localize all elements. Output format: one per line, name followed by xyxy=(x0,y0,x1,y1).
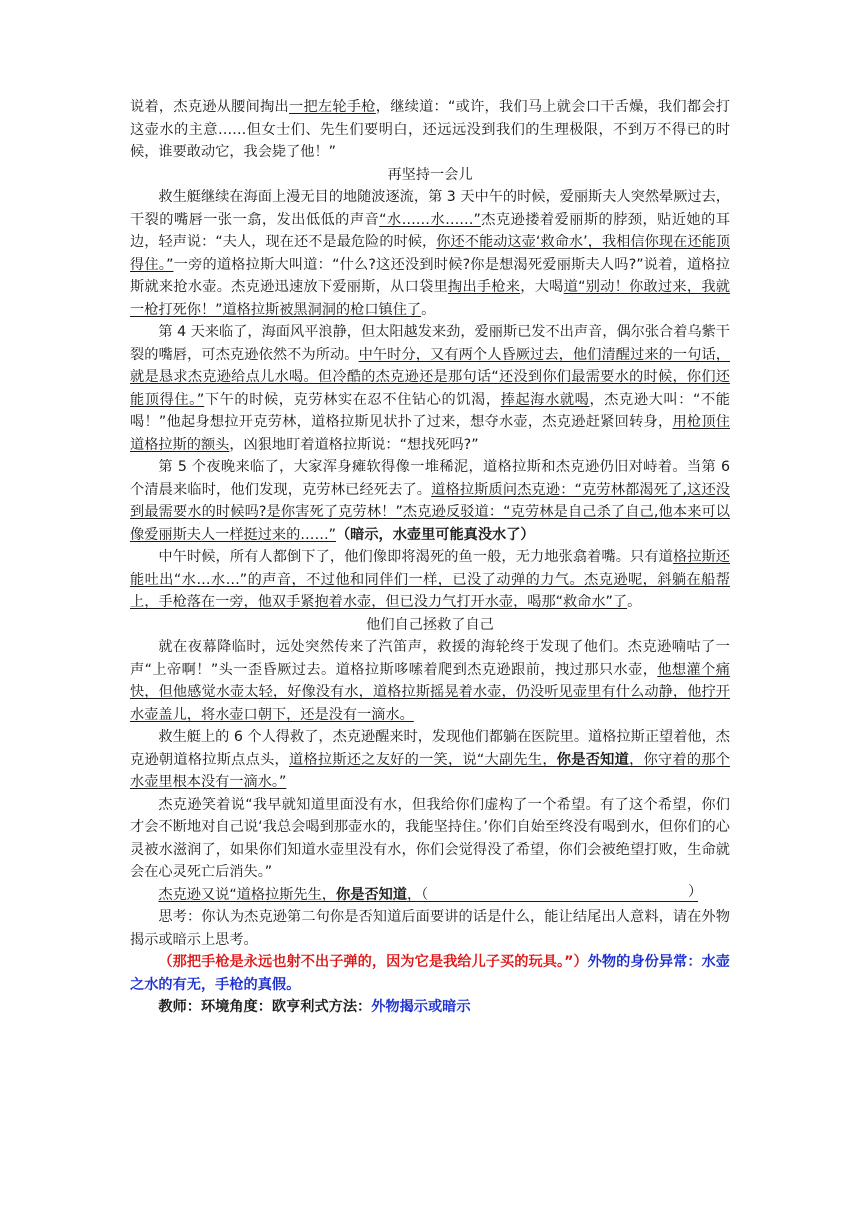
text: 。 xyxy=(421,301,436,318)
text: ，大喝 xyxy=(520,279,564,295)
text: 第 4 天来临了，海面风平浪静，但太阳越发来劲，爱丽斯已发不出声音，偶尔张合着乌紫干裂的嘴唇，可杰克逊依然不为所动。 xyxy=(130,324,730,363)
underlined-text: 你还不能动这壶‘救命水’，我相信你现在还能顶得住。” xyxy=(130,234,730,273)
underlined-text: 中午时分，又有两个人昏厥过去，他们清醒过来的一句话，就是恳求杰克逊给点儿水喝。但冷酷的杰克逊还是那句话“还没到你们最需要水的时候，你们还能顶得住。” xyxy=(130,346,730,408)
text: 。 xyxy=(627,594,642,610)
blue-note-text: 外物揭示或暗示 xyxy=(371,999,471,1015)
paragraph-10-thinking: 思考：你认为杰克逊第二句你是否知道后面要讲的话是什么，能让结尾出人意料，请在外物揭示或暗示上思考。 xyxy=(130,909,730,948)
text: 救生艇继续在海面上漫无目的地随波逐流，第 3 天中午的时候，爱丽斯夫人突然晕厥过去，干裂的嘴唇一张一翕，发出低低的声音 xyxy=(130,189,730,228)
text: 中午时候，所有人都倒下了，他们像即将渴死的鱼一般，无力地张翕着嘴。只有道 xyxy=(158,549,673,565)
paragraph-1 xyxy=(130,96,730,164)
text: 救生艇上的 6 个人得救了，杰克逊醒来时，发现他们都躺在医院里。道格拉斯正望着他，杰克逊朝道格拉斯点点头， xyxy=(130,729,730,768)
text: ，杰克逊大叫：“不能喝！”他起身想拉开克劳林，道格拉斯见状扑了过来，想夺水壶，杰克逊赶紧回转身， xyxy=(130,391,730,430)
paragraph-7 xyxy=(130,726,730,794)
paragraph-4 xyxy=(130,456,730,546)
paragraph-5 xyxy=(130,546,730,614)
paragraph-2 xyxy=(130,186,730,321)
underlined-text: 杰克逊又说“道格拉斯先生， xyxy=(158,886,336,903)
underlined-text: 用枪顶住道格拉斯的额头 xyxy=(130,414,730,453)
underlined-text: ，（ xyxy=(406,886,429,903)
text: 杰克逊搂着爱丽斯的脖颈，贴近她的耳边，轻声说：“夫人，现在还不是最危险的时候， xyxy=(130,211,730,250)
underlined-text: 道格拉斯还之友好的一笑，说“大副先生， xyxy=(289,751,557,768)
text: ，凶狠地盯着道格拉斯说：“想找死吗?” xyxy=(229,436,479,453)
paragraph-11-answer xyxy=(130,951,730,996)
underlined-text: 道格拉斯质问杰克逊：“克劳林都渴死了,这还没到最需要水的时候吗?是你害死了克劳林！”杰克逊反驳道：“克劳林是自己杀了自己,他本来可以像爱丽斯夫人一样挺过来的……” xyxy=(130,481,730,543)
text: 第 5 个夜晚来临了，大家浑身瘫软得像一堆稀泥，道格拉斯和杰克逊仍旧对峙着。当第 6 个清晨来临时，他们发现，克劳林已经死去了。 xyxy=(130,459,730,498)
closing-paren: ） xyxy=(688,884,703,900)
underlined-text: 道“别动！你敢过来，我就一枪打死你！”道格拉斯被黑洞洞的枪口镇住了 xyxy=(130,279,730,318)
underlined-text: 掏出手枪来 xyxy=(447,279,521,295)
blue-note-text: 外物的身份异常：水壶之水的有无，手枪的真假。 xyxy=(130,954,730,993)
paragraph-9 xyxy=(130,884,730,907)
answer-blank[interactable] xyxy=(428,884,703,902)
underlined-text: 他想灌个痛快，但他感觉水壶太轻，好像没有水，道格拉斯摇晃着水壶，仍没听见壶里有什么动静，他拧开水壶盖儿，将水壶口朝下，还是没有一滴水。 xyxy=(130,661,730,723)
underlined-text: 捧起海水就喝 xyxy=(500,391,590,408)
underlined-text: 格拉斯还能吐出“水…水…”的声音，不过他和同伴们一样，已没了动弹的力气。杰克逊呢，斜躺在船帮上，手枪落在一旁，他双手紧抱着水壶，但已没力气打开水壶，喝那“救命水”了 xyxy=(130,549,730,610)
section-heading-2: 他们自己拯救了自己 xyxy=(366,616,494,633)
underlined-text: “水……水……” xyxy=(379,211,481,228)
document-page xyxy=(130,96,730,1019)
paragraph-3 xyxy=(130,321,730,456)
paragraph-6 xyxy=(130,636,730,726)
paragraph-8: 杰克逊笑着说“我早就知道里面没有水，但我给你们虚构了一个希望。有了这个希望，你们才会不断地对自己说‘我总会喝到那壶水的，我能坚持住。’你们自始至终没有喝到水，但你们的心灵被水滋润了，如果你们知道水壶里没有水，你们会觉得没了希望，你们会被绝望打败，生命就会在心灵死亡后消失。” xyxy=(130,796,730,880)
underlined-bold-text: 你是否知道 xyxy=(336,886,407,903)
underlined-text: 一把左轮手枪 xyxy=(289,99,376,115)
section-heading-1: 再坚持一会儿 xyxy=(387,166,473,183)
bold-text: 教师：环境角度：欧亨利式方法： xyxy=(158,999,372,1015)
text: 就在夜幕降临时，远处突然传来了汽笛声，救援的海轮终于发现了他们。杰克逊喃咕了一声“上帝啊！”头一歪昏厥过去。道格拉斯哆嗦着爬到杰克逊跟前，拽过那只水壶， xyxy=(130,639,730,678)
underlined-bold-text: 你是否知道 xyxy=(556,751,630,768)
text: ，继续道：“或许，我们马上就会口干舌燥，我们都会打这壶水的主意……但女士们、先生们要明白，还远远没到我们的生理极限，不到万不得已的时候，谁要敢动它，我会毙了他！” xyxy=(130,99,730,160)
text: 一旁的道格拉斯大叫道：“什么?这还没到时候?你是想渴死爱丽斯夫人吗?”说着，道格拉斯就来抢水壶。杰克逊迅速放下爱丽斯，从口袋里 xyxy=(130,256,730,295)
text: 说着，杰克逊从腰间掏出 xyxy=(130,99,289,115)
text: 下午的时候，克劳林实在忍不住钻心的饥渴， xyxy=(204,391,501,408)
bold-hint-text: （暗示，水壶里可能真没水了） xyxy=(335,526,535,543)
red-answer-text: （那把手枪是永远也射不出子弹的，因为它是我给儿子买的玩具。”） xyxy=(158,954,588,970)
paragraph-12-teacher xyxy=(130,996,730,1019)
underlined-text: ，你守着的那个水壶里根本没有一滴水。” xyxy=(130,751,730,790)
